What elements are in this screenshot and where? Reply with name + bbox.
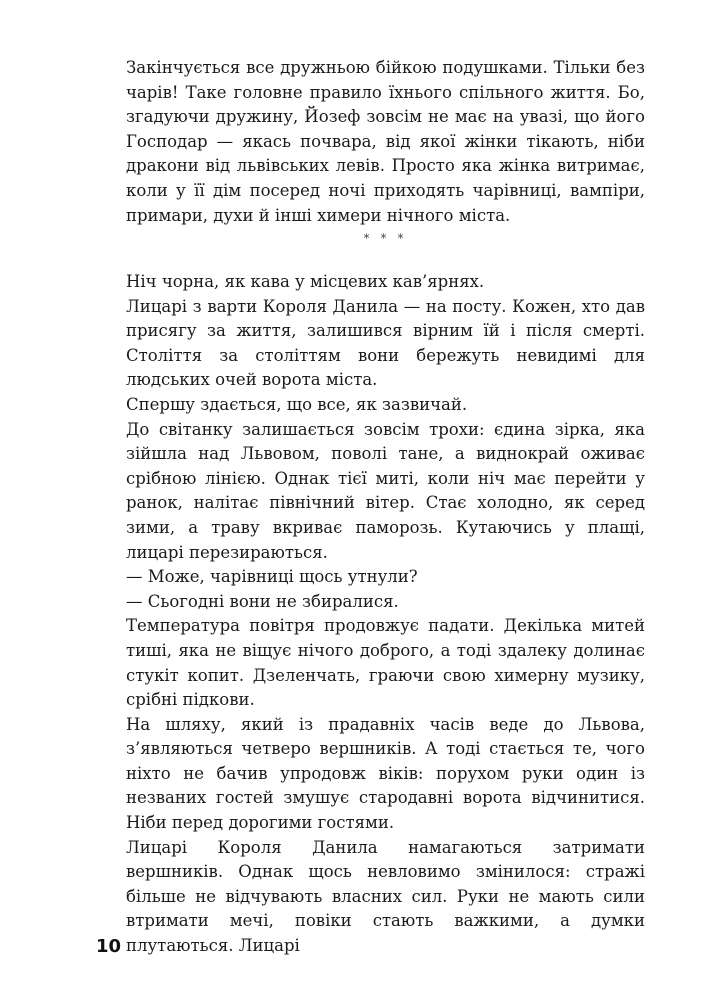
section-separator: * * *: [363, 232, 408, 245]
page-number: 10: [96, 936, 122, 957]
text-section-2: [126, 270, 645, 959]
text-section-1: [126, 56, 645, 228]
paragraph: До світанку залишається зовсім трохи: єдина зірка, яка зійшла над Львовом, поволі тане, а виднокрай оживає срібною лінією. Однак тієї миті, коли ніч має перейти у ранок, налітає північний вітер. Стає холодно, як серед зими, а траву вкриває паморозь. Кутаючись у плащі, лицарі перезираються.: [126, 419, 645, 562]
paragraph: Лицарі з варти Короля Данила — на посту. Кожен, хто дав присягу за життя, залишився вірним їй і після смерті. Століття за століттям вони бережуть невидимі для людських очей ворота міста.: [126, 296, 645, 390]
paragraph: На шляху, який із прадавніх часів веде до Львова, з’являються четверо вершників. А тоді стається те, чого ніхто не бачив упродовж віків: порухом руки один із незваних гостей змушує стародавні ворота відчинитися. Ніби перед дорогими гостями.: [126, 714, 645, 833]
paragraph: Лицарі Короля Данила намагаються затримати вершників. Однак щось невловимо змінилося: стражі більше не відчувають власних сил. Руки не мають сили втримати мечі, повіки стають важкими, а думки плутаються. Лицарі: [126, 837, 645, 956]
dialogue-line: — Може, чарівниці щось утнули?: [126, 567, 418, 587]
paragraph: Ніч чорна, як кава у місцевих кав’ярнях.: [126, 272, 485, 291]
paragraph: Закінчується все дружньою бійкою подушками. Тільки без чарів! Таке головне правило їхнього спільного життя. Бо, згадуючи дружину, Йозеф зовсім не має на увазі, що його Господар — якась почвара, від якої жінки тікають, ніби дракони від львівських левів. Просто яка жінка витримає, коли у її дім посеред ночі приходять чарівниці, вампіри, примари, духи й інші химери нічного міста.: [126, 58, 645, 225]
paragraph: Температура повітря продовжує падати. Декілька митей тиші, яка не віщує нічого доброго, а тоді здалеку долинає стукіт копит. Дзеленчать, граючи свою химерну музику, срібні підкови.: [126, 616, 645, 710]
dialogue-line: — Сьогодні вони не збиралися.: [126, 591, 399, 611]
paragraph: Спершу здається, що все, як зазвичай.: [126, 394, 468, 414]
